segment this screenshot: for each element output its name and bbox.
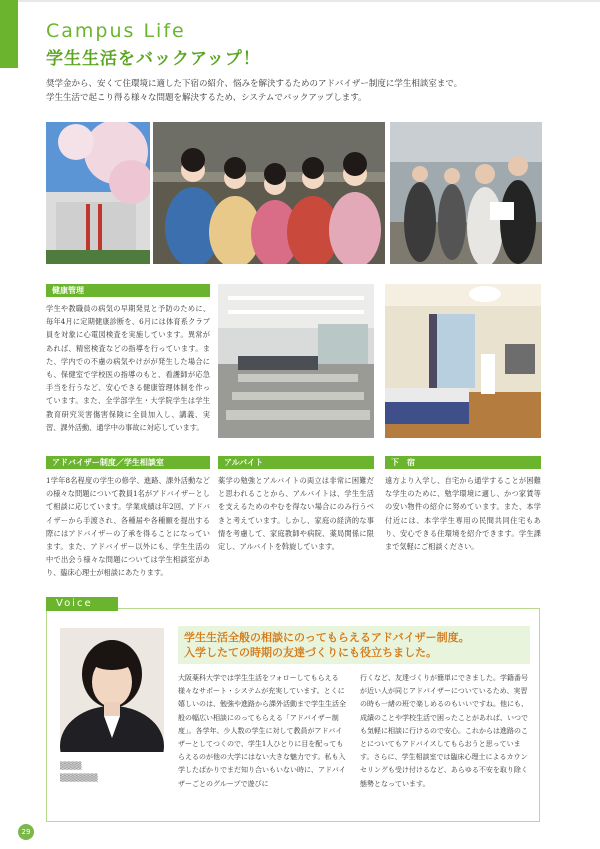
lecture-hall-photo: [218, 284, 374, 438]
dorm-room-photo: [385, 284, 541, 438]
page-title-jp: 学生生活をバックアップ！: [46, 49, 261, 69]
page-title-en: Campus Life: [46, 20, 186, 42]
health-heading: 健康管理: [46, 284, 210, 297]
intro-line-2: 学生生活で起こり得る様々な問題を解決するため、システムでバックアップします。: [46, 93, 367, 103]
voice-text-col1: 大阪薬科大学では学生生活をフォローしてもらえる様々なサポート・システムが充実しています。とくに嬉しいのは、勉強や進路から課外活動まで学生生活全般の幅広い相談にのってもらえる「アドバイザー制度」。各学年、少人数の学生に対して教員がアドバイザーとしてつくので、学生1人ひとりに目を配ってもらえるのが他の大学にはない大きな魅力です。私も入学したばかりでまだ知り合いもいない時に、アドバイザーごとのグループで遊びに: [178, 674, 346, 788]
lodging-text: 遠方より入学し、自宅から通学することが困難な学生のために、勉学環境に適し、かつ家賃等の安い物件の紹介に努めています。また、本学付近には、本学学生専用の民間共同住宅もあり、安心できる住環境を紹介できます。学生課まで気軽にご相談ください。: [385, 476, 541, 552]
voice-text-col2: 行くなど、友達づくりが簡単にできました。学籍番号が近い人が同じアドバイザーについているため、実習の時も一緒の班で楽しめるのもいいですね。他にも、成績のことや学校生活で困ったことがあれば、いつでも気軽に相談に行けるので安心。これからは進路のことについてもアドバイスしてもらおうと思っています。さらに、学生相談室では臨床心理士によるカウンセリングも受け付けるなど、あらゆる不安を取り除く態勢となっています。: [360, 674, 528, 788]
voice-headline-2: 入学したての時期の友達づくりにも役立ちました。: [184, 646, 437, 659]
voice-headline: [178, 626, 530, 664]
voice-headline-1: 学生生活全般の相談にのってもらえるアドバイザー制度。: [184, 631, 470, 644]
kimono-students-photo: [153, 122, 385, 264]
student-name-blurred: ▒▒▒▒ ▒▒▒▒▒▒▒: [60, 762, 98, 782]
student-portrait: [60, 628, 164, 752]
health-text: 学生や教職員の病気の早期発見と予防のために、毎年4月に定期健康診断を、6月には体育系クラブ員を対象に心電図検査を実施しています。異常があれば、精密検査などの指導を行っています。また、学内での不慮の病気やけがが発生した場合にも、保健室で学校医の指導のもと、看護師が応急手当を行うなど、安心できる健康管理体制を作っています。また、全学部学生・大学院学生は学生教育研究災害傷害保険に全員加入し、講義、実習、課外活動、通学中の事故に対応しています。: [46, 304, 210, 432]
advisor-text: 1学年8名程度の学生の修学、進路、課外活動などの様々な問題について教員1名がアドバイザーとして相談に応じています。学業成績は年2回、アドバイザーから手渡され、各種届や各種願を提出する際にはアドバイザーの了承を得ることになっています。また、アドバイザー以外にも、学生生活の中で出会う様々な問題については学生相談室があり、臨床心理士が相談にあたります。: [46, 476, 210, 578]
intro-line-1: 奨学金から、安くて住環境に適した下宿の紹介、悩みを解決するためのアドバイザー制度に学生相談室まで。: [46, 79, 463, 89]
lodging-heading: 下 宿: [385, 456, 541, 469]
orientation-photo: [390, 122, 542, 264]
top-divider: [18, 0, 600, 2]
header-accent-bar: [0, 0, 18, 68]
voice-tab: Voice: [46, 597, 118, 611]
page-number: 29: [18, 824, 34, 840]
parttime-text: 薬学の勉強とアルバイトの両立は非常に困難だと思われることから、アルバイトは、学生生活を支えるためのやむを得ない場合にのみ行うべきと考えています。しかし、家庭の経済的な事情を考慮して、家庭教師や病院、薬局関係に限定し、アルバイトを斡旋しています。: [218, 476, 374, 552]
parttime-heading: アルバイト: [218, 456, 374, 469]
advisor-heading: アドバイザー制度／学生相談室: [46, 456, 210, 469]
campus-photo: [46, 122, 150, 264]
intro-text: [46, 77, 566, 105]
